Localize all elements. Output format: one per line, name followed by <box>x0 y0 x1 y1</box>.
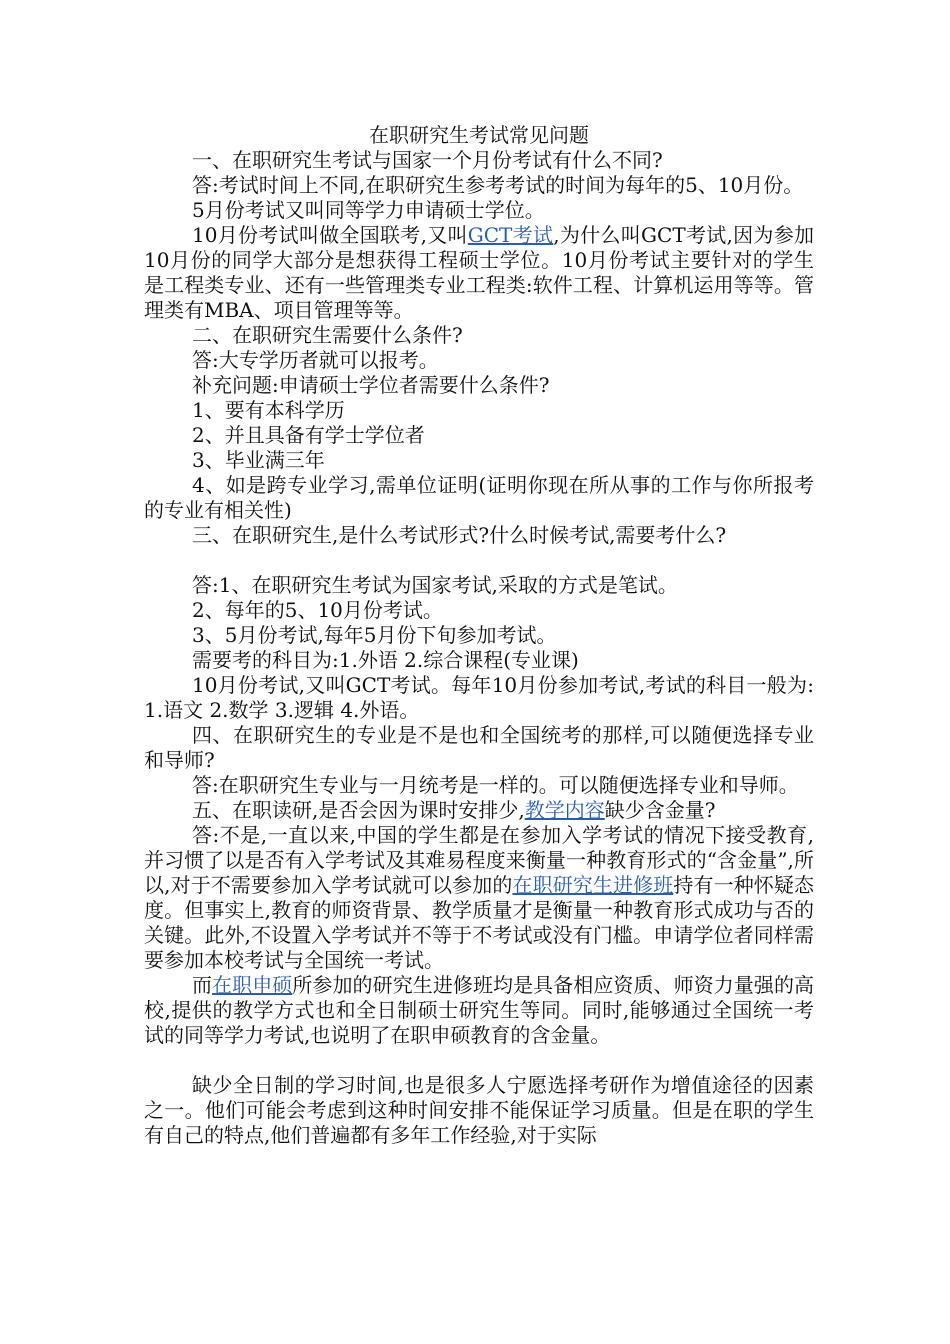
paragraph-text: 10月份考试,又叫GCT考试。每年10月份参加考试,考试的科目一般为:1.语文 2.数学 3.逻辑 4.外语。 <box>144 673 814 722</box>
paragraph-a3-5 <box>144 673 814 723</box>
paragraph-text: 缺少全日制的学习时间,也是很多人宁愿选择考研作为增值途径的因素之一。他们可能会考虑到这种时间安排不能保证学习质量。但是在职的学生有自己的特点,他们普遍都有多年工作经验,对于实际 <box>144 1073 814 1147</box>
blank-line <box>144 548 814 573</box>
paragraph-c2 <box>144 423 814 448</box>
paragraph-text: 2、并且具备有学士学位者 <box>192 423 425 447</box>
paragraph-q2 <box>144 323 814 348</box>
paragraph-q4 <box>144 723 814 773</box>
paragraph-a3-4 <box>144 648 814 673</box>
paragraph-c3 <box>144 448 814 473</box>
paragraph-a3-3 <box>144 623 814 648</box>
paragraph-text: 一、在职研究生考试与国家一个月份考试有什么不同? <box>192 148 663 172</box>
paragraph-q2-extra <box>144 373 814 398</box>
paragraph-text: 10月份考试叫做全国联考,又叫 <box>192 223 468 247</box>
paragraph-c1 <box>144 398 814 423</box>
paragraph-text: ,为什么叫GCT考试,因为参加10月份的同学大部分是想获得工程硕士学位。10月份考试主要针对的学生是工程类专业、还有一些管理类专业工程类:软件工程、计算机运用等等。管理类有MBA、项目管理等等。 <box>144 223 815 322</box>
paragraph-list <box>144 148 814 1148</box>
document-title: 在职研究生考试常见问题 <box>369 123 589 147</box>
paragraph-text: 而 <box>192 973 213 997</box>
paragraph-text: 补充问题:申请硕士学位者需要什么条件? <box>192 373 550 397</box>
paragraph-text: 答:大专学历者就可以报考。 <box>192 348 439 372</box>
paragraph-text: 1、要有本科学历 <box>192 398 345 422</box>
paragraph-a3-1 <box>144 573 814 598</box>
paragraph-a1-oct <box>144 223 814 323</box>
paragraph-a5-1 <box>144 823 814 973</box>
paragraph-a5-2 <box>144 973 814 1048</box>
paragraph-text: 持有一种怀疑态度。但事实上,教育的师资背景、教学质量才是衡量一种教育形式成功与否的关键。此外,不设置入学考试并不等于不考试或没有门槛。申请学位者同样需要参加本校考试与全国统一考试。 <box>144 873 815 972</box>
paragraph-text: 五、在职读研,是否会因为课时安排少, <box>192 798 525 822</box>
document-body <box>144 123 814 1148</box>
paragraph-q3 <box>144 523 814 548</box>
teaching-content-link[interactable]: 教学内容 <box>524 798 605 822</box>
blank-line <box>144 1048 814 1073</box>
in-service-degree-link[interactable]: 在职申硕 <box>212 973 293 997</box>
paragraph-text: 缺少含金量? <box>604 798 716 822</box>
paragraph-text: 答:考试时间上不同,在职研究生参考考试的时间为每年的5、10月份。 <box>192 173 804 197</box>
paragraph-text: 4、如是跨专业学习,需单位证明(证明你现在所从事的工作与你所报考的专业有相关性) <box>144 473 814 522</box>
paragraph-a1 <box>144 173 814 198</box>
paragraph-text: 5月份考试又叫同等学力申请硕士学位。 <box>192 198 545 222</box>
paragraph-text: 2、每年的5、10月份考试。 <box>192 598 443 622</box>
paragraph-text: 答:不是,一直以来,中国的学生都是在参加入学考试的情况下接受教育,并习惯了以是否有入学考试及其难易程度来衡量一种教育形式的“含金量”,所以,对于不需要参加入学考试就可以参加的 <box>144 823 814 897</box>
paragraph-text: 答:1、在职研究生考试为国家考试,采取的方式是笔试。 <box>192 573 678 597</box>
paragraph-text: 所参加的研究生进修班均是具备相应资质、师资力量强的高校,提供的教学方式也和全日制硕士研究生等同。同时,能够通过全国统一考试的同等学力考试,也说明了在职申硕教育的含金量。 <box>144 973 815 1047</box>
paragraph-q5 <box>144 798 814 823</box>
paragraph-text: 三、在职研究生,是什么考试形式?什么时候考试,需要考什么? <box>192 523 727 547</box>
paragraph-a5-3 <box>144 1073 814 1148</box>
paragraph-a4 <box>144 773 814 798</box>
paragraph-text: 四、在职研究生的专业是不是也和全国统考的那样,可以随便选择专业和导师? <box>144 723 814 772</box>
paragraph-a2 <box>144 348 814 373</box>
paragraph-text: 需要考的科目为:1.外语 2.综合课程(专业课) <box>192 648 579 672</box>
paragraph-text: 二、在职研究生需要什么条件? <box>192 323 463 347</box>
paragraph-text: 3、5月份考试,每年5月份下旬参加考试。 <box>192 623 557 647</box>
paragraph-text: 答:在职研究生专业与一月统考是一样的。可以随便选择专业和导师。 <box>192 773 799 797</box>
paragraph-text: 3、毕业满三年 <box>192 448 325 472</box>
paragraph-a3-2 <box>144 598 814 623</box>
paragraph-q1 <box>144 148 814 173</box>
paragraph-a1-may <box>144 198 814 223</box>
gct-exam-link[interactable]: GCT考试 <box>467 223 554 247</box>
advanced-study-class-link[interactable]: 在职研究生进修班 <box>512 873 674 897</box>
paragraph-c4 <box>144 473 814 523</box>
